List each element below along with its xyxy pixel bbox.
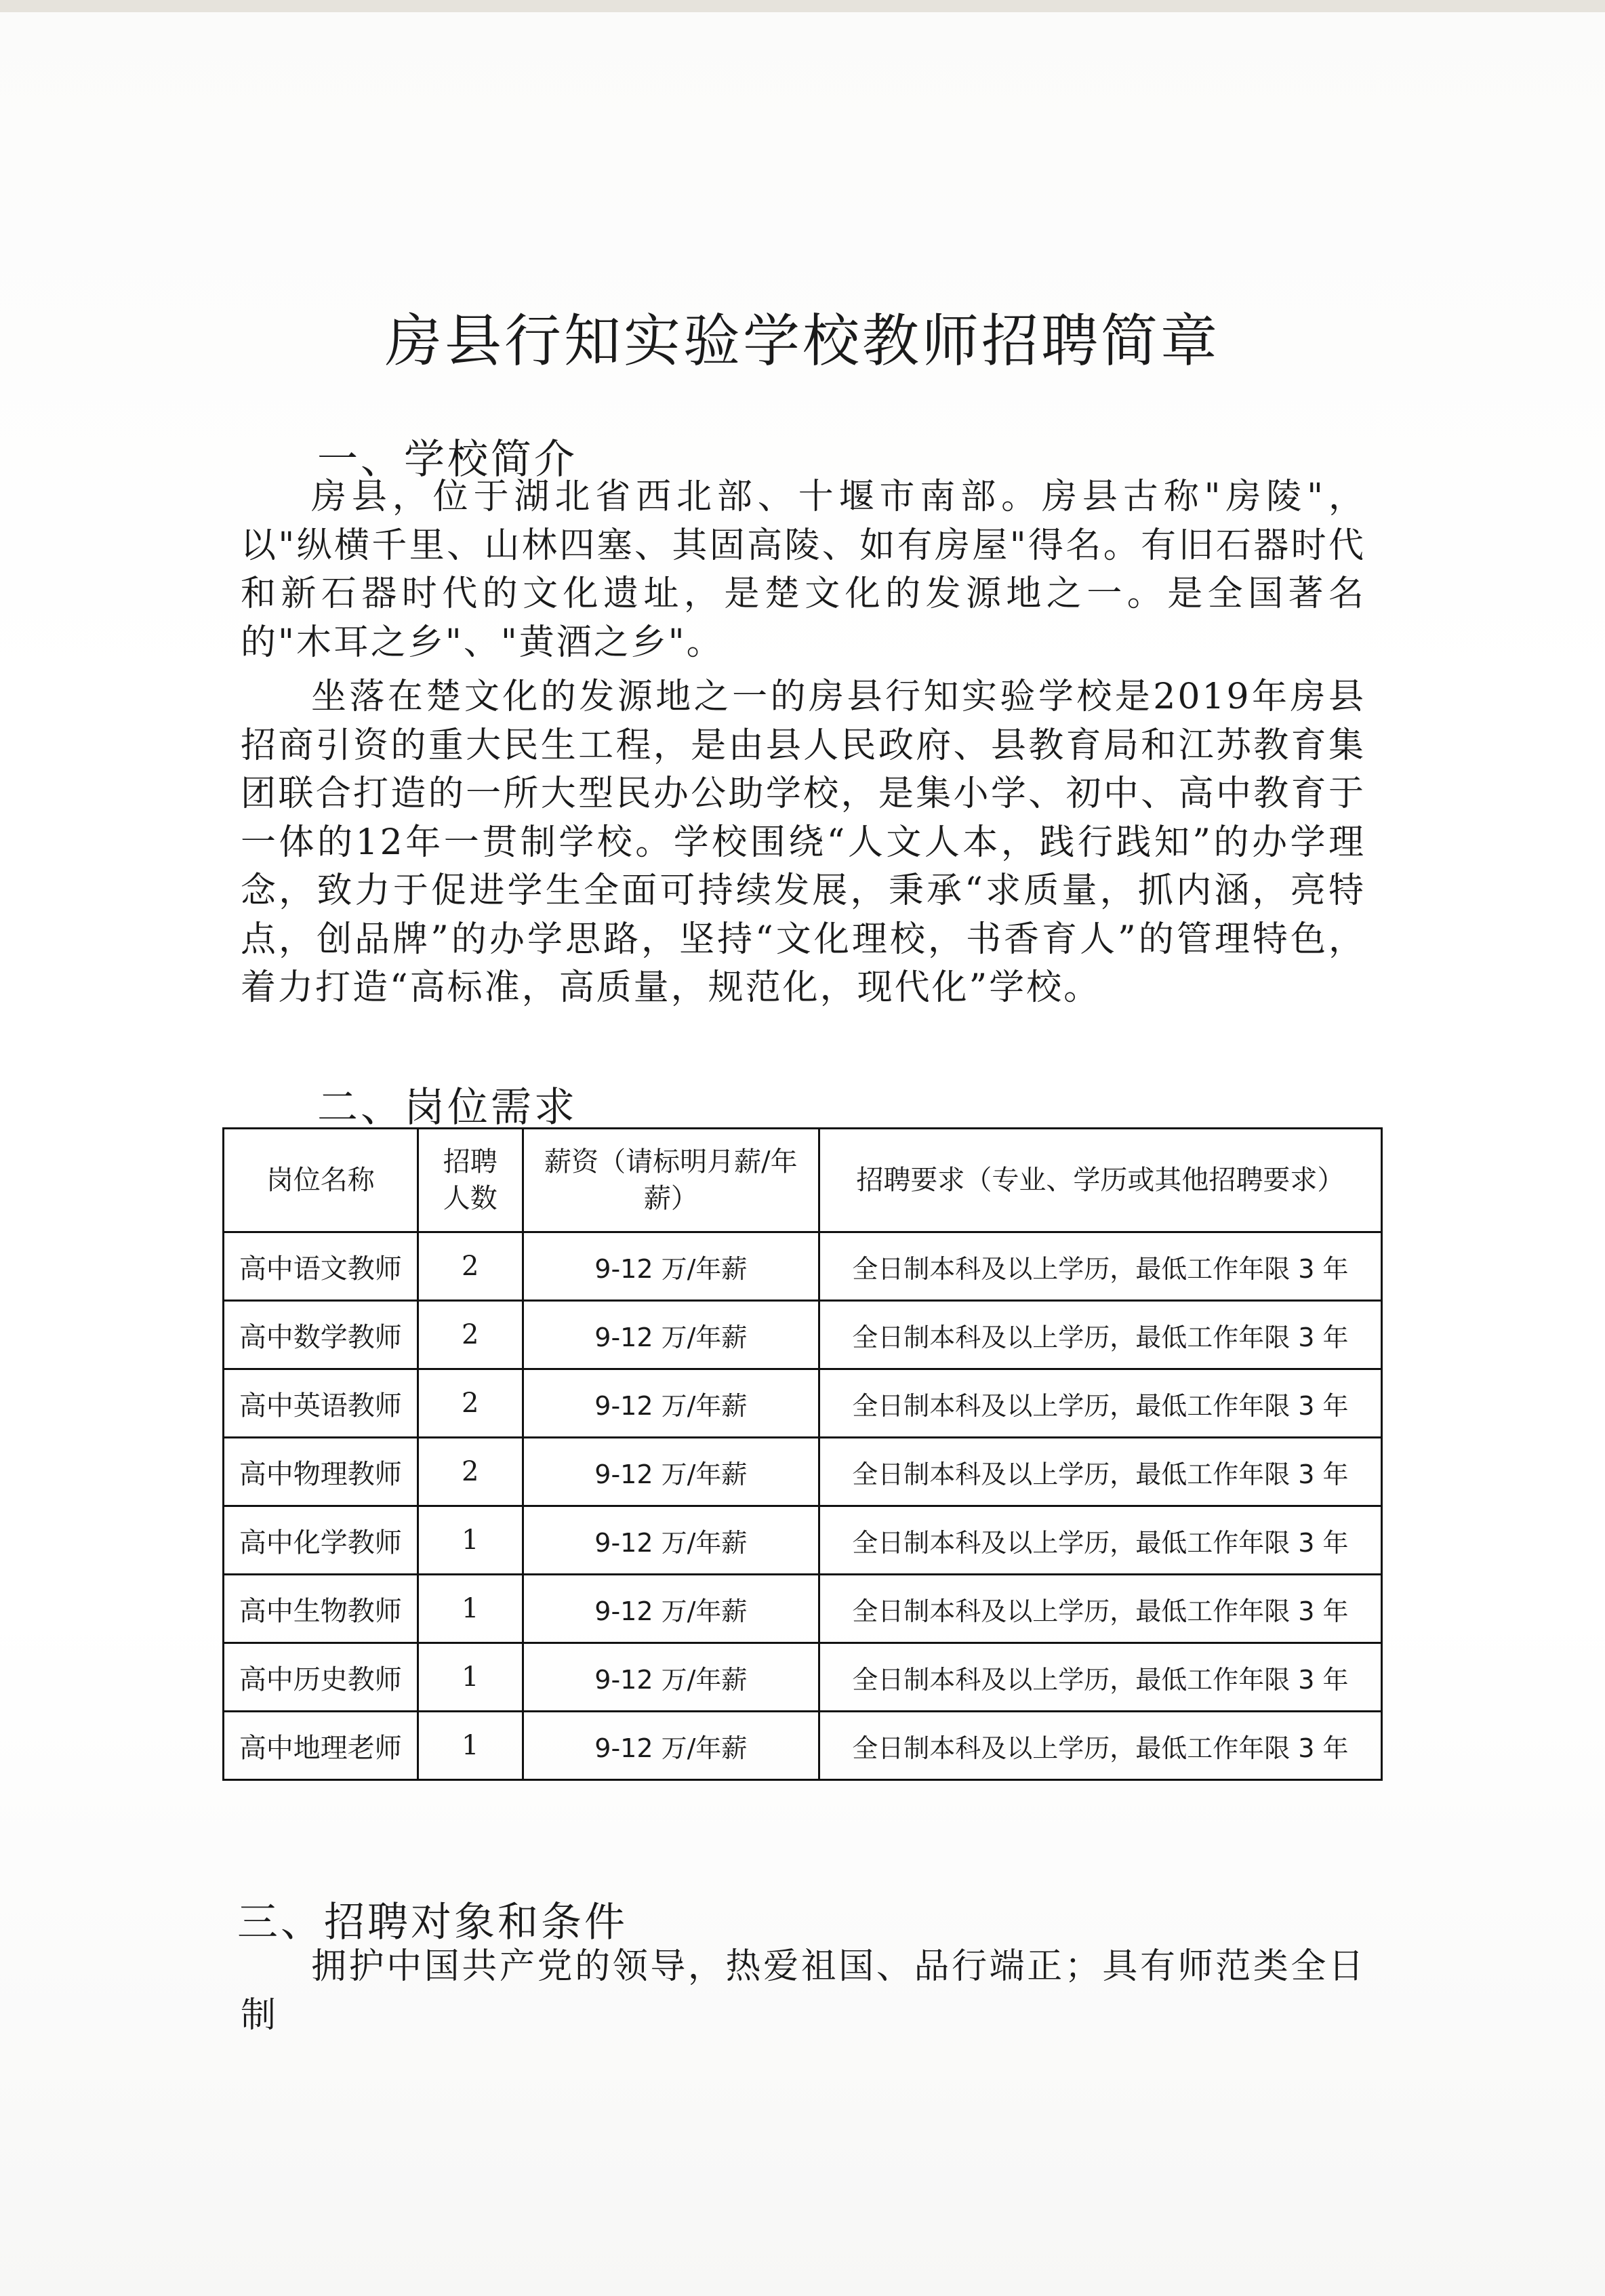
cell-salary: 9-12 万/年薪 (523, 1712, 819, 1780)
cell-headcount: 2 (418, 1369, 523, 1438)
cell-salary: 9-12 万/年薪 (523, 1232, 819, 1301)
cell-position: 高中数学教师 (224, 1301, 418, 1369)
section-heading-positions: 二、岗位需求 (317, 1084, 577, 1131)
table-row (224, 1232, 1382, 1301)
cell-position: 高中语文教师 (224, 1232, 418, 1301)
header-requirements: 招聘要求（专业、学历或其他招聘要求） (819, 1129, 1381, 1232)
table-row (224, 1712, 1382, 1780)
positions-table (222, 1127, 1383, 1781)
cell-salary: 9-12 万/年薪 (523, 1575, 819, 1643)
cell-requirements: 全日制本科及以上学历，最低工作年限 3 年 (819, 1438, 1381, 1506)
cell-headcount: 1 (418, 1575, 523, 1643)
cell-salary: 9-12 万/年薪 (523, 1369, 819, 1438)
cell-requirements: 全日制本科及以上学历，最低工作年限 3 年 (819, 1506, 1381, 1575)
header-salary-text: 薪资（请标明月薪/年薪） (544, 1146, 798, 1214)
cell-headcount: 1 (418, 1643, 523, 1712)
cell-requirements: 全日制本科及以上学历，最低工作年限 3 年 (819, 1643, 1381, 1712)
cell-headcount: 2 (418, 1232, 523, 1301)
cell-salary: 9-12 万/年薪 (523, 1506, 819, 1575)
cell-salary: 9-12 万/年薪 (523, 1301, 819, 1369)
cell-requirements: 全日制本科及以上学历，最低工作年限 3 年 (819, 1369, 1381, 1438)
cell-headcount: 1 (418, 1506, 523, 1575)
cell-salary: 9-12 万/年薪 (523, 1643, 819, 1712)
section-heading-eligibility: 三、招聘对象和条件 (237, 1899, 628, 1946)
cell-headcount: 2 (418, 1438, 523, 1506)
table-row (224, 1438, 1382, 1506)
section-heading-school-intro: 一、学校简介 (317, 436, 577, 483)
cell-requirements: 全日制本科及以上学历，最低工作年限 3 年 (819, 1575, 1381, 1643)
table-row (224, 1506, 1382, 1575)
cell-headcount: 2 (418, 1301, 523, 1369)
cell-headcount: 1 (418, 1712, 523, 1780)
document-title: 房县行知实验学校教师招聘简章 (384, 308, 1220, 374)
cell-position: 高中生物教师 (224, 1575, 418, 1643)
cell-position: 高中地理老师 (224, 1712, 418, 1780)
cell-salary: 9-12 万/年薪 (523, 1438, 819, 1506)
cell-requirements: 全日制本科及以上学历，最低工作年限 3 年 (819, 1301, 1381, 1369)
table-row (224, 1301, 1382, 1369)
paragraph-school-intro: 坐落在楚文化的发源地之一的房县行知实验学校是2019年房县招商引资的重大民生工程，是由县人民政府、县教育局和江苏教育集团联合打造的一所大型民办公助学校，是集小学、初中、高中教育于一体的12年一贯制学校。学校围绕“人文人本，践行践知”的办学理念，致力于促进学生全面可持续发展，秉承“求质量，抓内涵，亮特点，创品牌”的办学思路，坚持“文化理校，书香育人”的管理特色，着力打造“高标准，高质量，规范化，现代化”学校。 (241, 677, 1366, 1008)
table-header-row (224, 1129, 1382, 1232)
cell-position: 高中化学教师 (224, 1506, 418, 1575)
header-position-name: 岗位名称 (224, 1129, 418, 1232)
paragraph-county-intro: 房县，位于湖北省西北部、十堰市南部。房县古称"房陵"，以"纵横千里、山林四塞、其固高陵、如有房屋"得名。有旧石器时代和新石器时代的文化遗址，是楚文化的发源地之一。是全国著名的"木耳之乡"、"黄酒之乡"。 (241, 477, 1366, 663)
cell-position: 高中历史教师 (224, 1643, 418, 1712)
cell-position: 高中物理教师 (224, 1438, 418, 1506)
header-headcount (418, 1129, 523, 1232)
table-row (224, 1643, 1382, 1712)
table-row (224, 1575, 1382, 1643)
cell-requirements: 全日制本科及以上学历，最低工作年限 3 年 (819, 1712, 1381, 1780)
paragraph-eligibility: 拥护中国共产党的领导，热爱祖国、品行端正；具有师范类全日制 (241, 1946, 1366, 2036)
cell-position: 高中英语教师 (224, 1369, 418, 1438)
header-headcount-text: 招聘人数 (443, 1146, 497, 1214)
cell-requirements: 全日制本科及以上学历，最低工作年限 3 年 (819, 1232, 1381, 1301)
table-row (224, 1369, 1382, 1438)
header-salary (523, 1129, 819, 1232)
